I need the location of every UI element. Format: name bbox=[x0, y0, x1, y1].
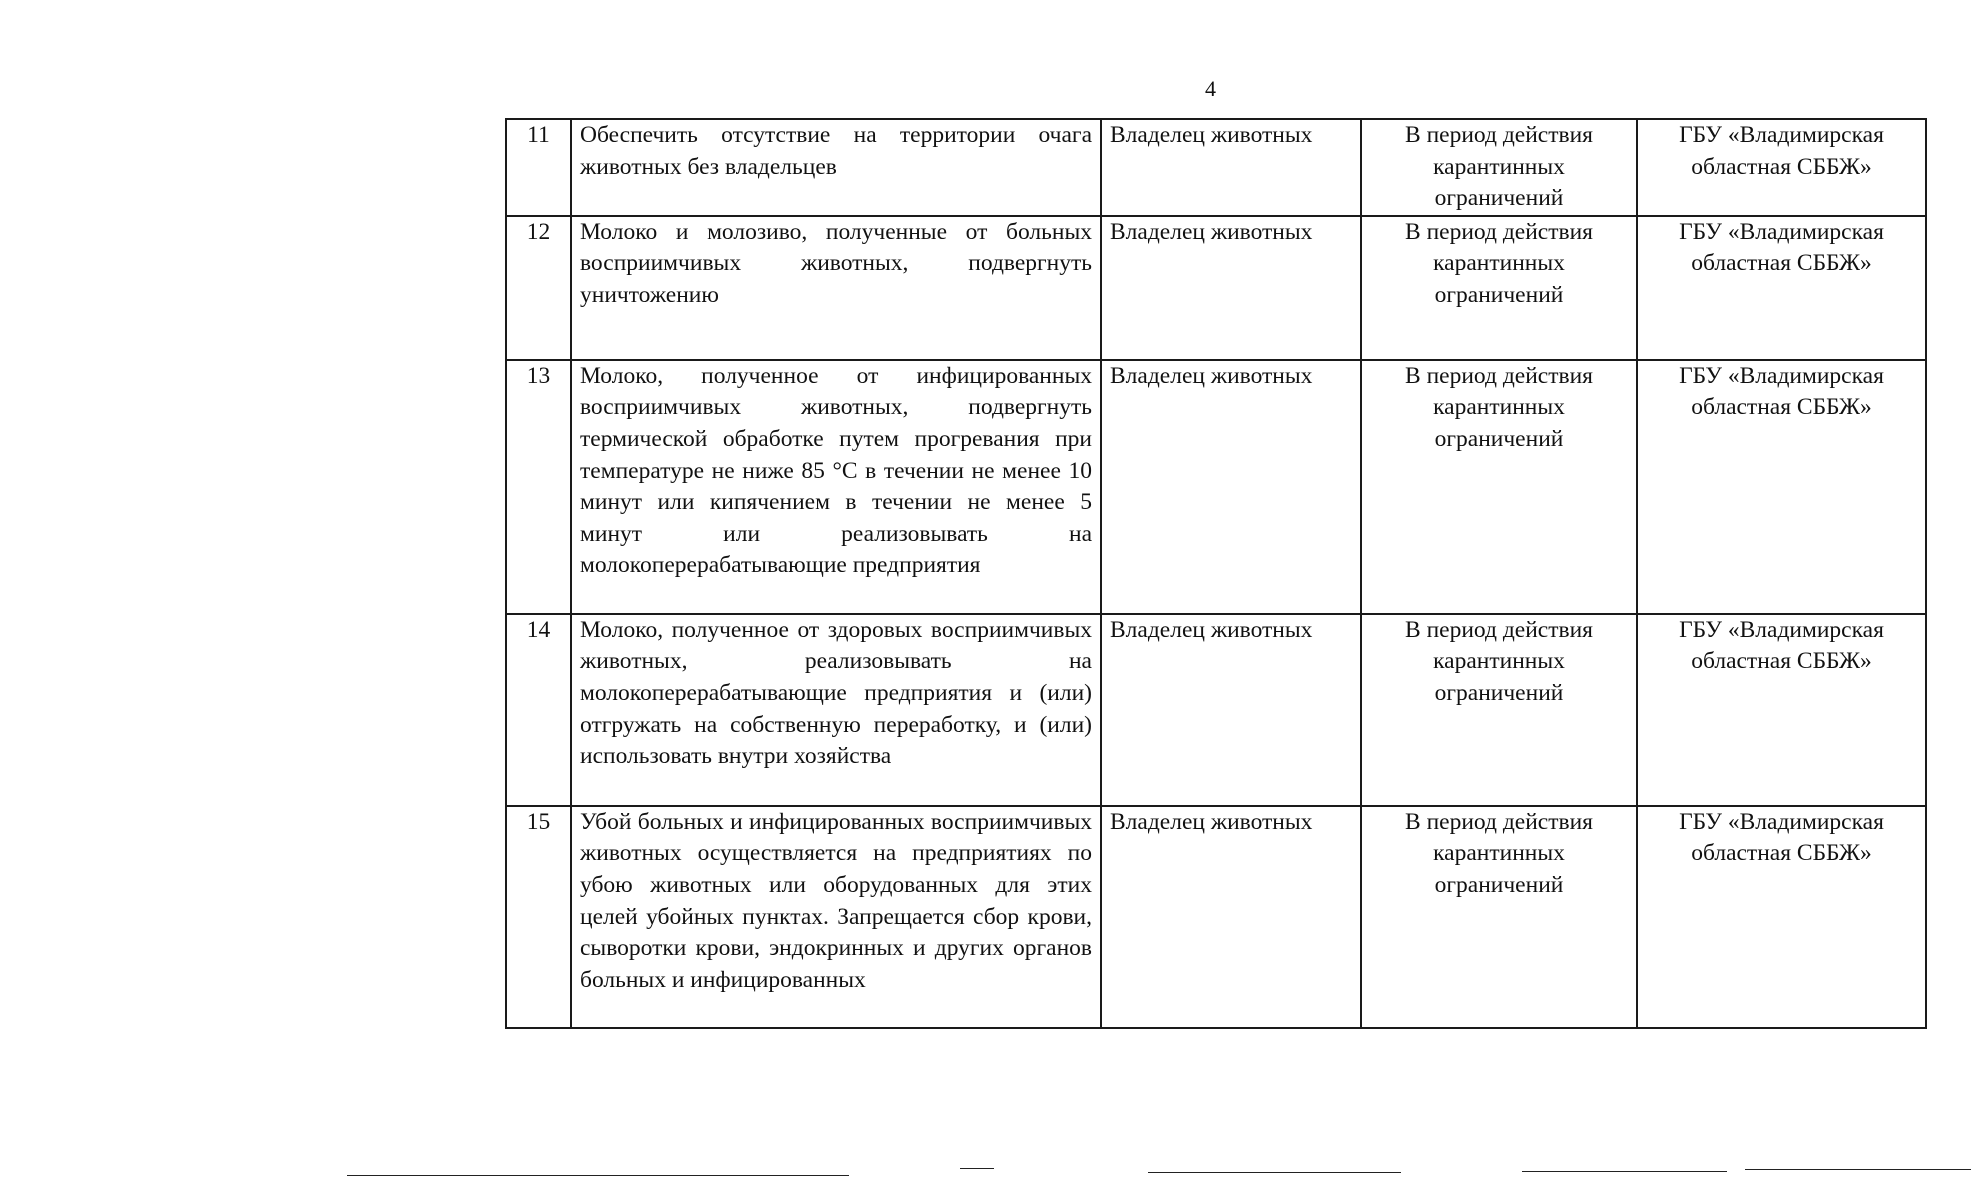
page-number: 4 bbox=[1205, 76, 1216, 101]
executor-cell: Владелец животных bbox=[1101, 614, 1361, 806]
responsible-cell: ГБУ «Владимирская областная СББЖ» bbox=[1637, 216, 1926, 360]
period-cell: В период действия карантинных ограничений bbox=[1361, 614, 1637, 806]
responsible-cell: ГБУ «Владимирская областная СББЖ» bbox=[1637, 614, 1926, 806]
row-number: 13 bbox=[506, 360, 571, 614]
row-number: 11 bbox=[506, 119, 571, 216]
executor-cell: Владелец животных bbox=[1101, 360, 1361, 614]
responsible-cell: ГБУ «Владимирская областная СББЖ» bbox=[1637, 806, 1926, 1028]
executor-cell: Владелец животных bbox=[1101, 806, 1361, 1028]
measure-text: Убой больных и инфицированных восприимчивых животных осуществляется на предприятиях по убою животных или оборудованных для этих целей убойных пунктах. Запрещается сбор крови, сыворотки крови, эндокринных и других органов больных и инфицированных bbox=[580, 808, 1092, 993]
period-cell: В период действия карантинных ограничений bbox=[1361, 360, 1637, 614]
row-number: 15 bbox=[506, 806, 571, 1028]
measures-table bbox=[505, 118, 1927, 1029]
footer-rule bbox=[347, 1175, 849, 1176]
period-cell: В период действия карантинных ограничений bbox=[1361, 119, 1637, 216]
period-cell: В период действия карантинных ограничений bbox=[1361, 216, 1637, 360]
responsible-cell: ГБУ «Владимирская областная СББЖ» bbox=[1637, 360, 1926, 614]
measure-cell bbox=[571, 806, 1101, 1028]
measure-text: Молоко и молозиво, полученные от больных восприимчивых животных, подвергнуть уничтожению bbox=[571, 216, 1101, 360]
footer-rule bbox=[1522, 1171, 1727, 1172]
executor-cell: Владелец животных bbox=[1101, 119, 1361, 216]
measure-text: Молоко, полученное от инфицированных восприимчивых животных, подвергнуть термической обработке путем прогревания при температуре не ниже 85 °С в течении не менее 10 минут или кипячением в течении не менее 5 минут или реализовывать на молокоперерабатывающие предприятия bbox=[571, 360, 1101, 614]
table-row bbox=[506, 119, 1926, 216]
measure-text: Обеспечить отсутствие на территории очага животных без владельцев bbox=[571, 119, 1101, 216]
footer-rule bbox=[1745, 1169, 1971, 1170]
table-row bbox=[506, 360, 1926, 614]
footer-rule bbox=[1148, 1172, 1401, 1173]
table-row bbox=[506, 806, 1926, 1028]
period-cell: В период действия карантинных ограничений bbox=[1361, 806, 1637, 1028]
table-row bbox=[506, 216, 1926, 360]
row-number: 12 bbox=[506, 216, 571, 360]
measure-text: Молоко, полученное от здоровых восприимчивых животных, реализовывать на молокоперерабатывающие предприятия и (или) отгружать на собственную переработку, и (или) использовать внутри хозяйства bbox=[571, 614, 1101, 806]
responsible-cell: ГБУ «Владимирская областная СББЖ» bbox=[1637, 119, 1926, 216]
executor-cell: Владелец животных bbox=[1101, 216, 1361, 360]
table-row bbox=[506, 614, 1926, 806]
footer-rule bbox=[960, 1168, 994, 1169]
row-number: 14 bbox=[506, 614, 571, 806]
